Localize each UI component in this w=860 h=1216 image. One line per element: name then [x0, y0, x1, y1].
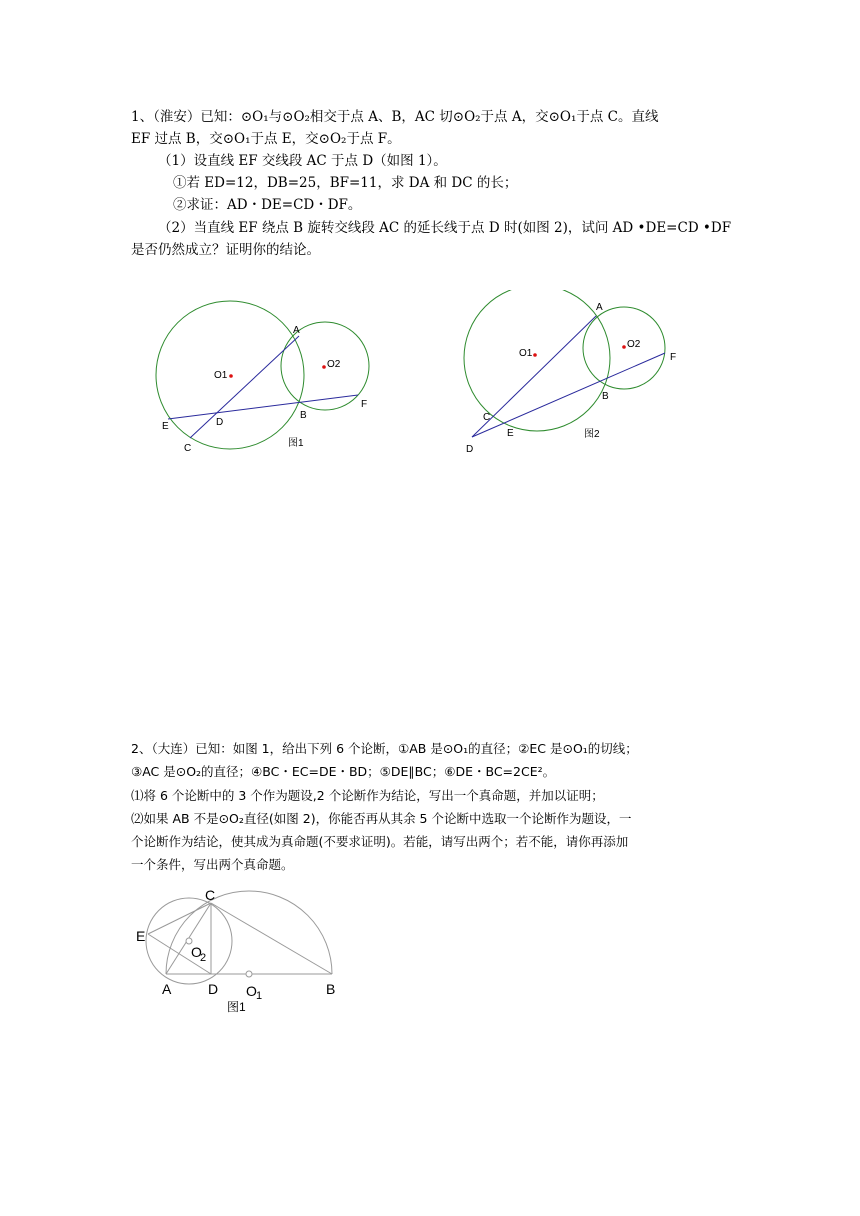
p2-line1: 2、（大连）已知：如图 1，给出下列 6 个论断，①AB 是⊙O₁的直径；②EC 是⊙O₁的切线；	[131, 741, 638, 756]
caption-fig2: 图2	[584, 429, 600, 440]
label-o2: O	[191, 944, 202, 960]
label-f: F	[361, 399, 368, 410]
point-o1	[246, 971, 252, 977]
label-a: A	[293, 325, 300, 336]
label-e: E	[507, 428, 514, 439]
label-d: D	[216, 417, 224, 428]
label-o1: O1	[519, 348, 533, 359]
p1-line5: ②求证：AD・DE=CD・DF。	[173, 197, 362, 213]
line-ac	[190, 336, 299, 438]
label-o2: O2	[627, 339, 641, 350]
p1-line2: EF 过点 B，交⊙O₁于点 E，交⊙O₂于点 F。	[131, 131, 401, 147]
point-o2	[322, 365, 326, 369]
p2-line3: ⑴将 6 个论断中的 3 个作为题设,2 个论断作为结论，写出一个真命题，并加以证明；	[131, 788, 604, 803]
label-o1: O	[246, 983, 257, 999]
p2-line5: 个论断作为结论，使其成为真命题(不要求证明)。若能，请写出两个；若不能，请你再添加	[131, 834, 629, 849]
p2-line2: ③AC 是⊙O₂的直径；④BC・EC=DE・BD；⑤DE∥BC；⑥DE・BC=2CE²。	[131, 764, 556, 779]
p2-line4: ⑵如果 AB 不是⊙O₂直径(如图 2)，你能否再从其余 5 个论断中选取一个论断作为题设，一	[131, 811, 632, 826]
label-o1: O1	[214, 370, 228, 381]
label-d: D	[466, 444, 474, 455]
p1-line3: （1）设直线 EF 交线段 AC 于点 D（如图 1）。	[158, 153, 447, 169]
point-o2	[622, 345, 626, 349]
line-ef	[168, 395, 358, 419]
label-c: C	[205, 887, 216, 903]
label-f: F	[670, 352, 677, 363]
figure-2	[455, 290, 690, 460]
figure-p2	[130, 882, 350, 1022]
label-a: A	[596, 302, 603, 313]
label-b: B	[300, 410, 307, 421]
label-o1-sub: 1	[256, 990, 263, 1002]
p1-line1: 1、（淮安）已知：⊙O₁与⊙O₂相交于点 A、B，AC 切⊙O₂于点 A，交⊙O₁于点 C。直线	[131, 109, 659, 125]
p1-line6: （2）当直线 EF 绕点 B 旋转交线段 AC 的延长线于点 D 时(如图 2)，试问 AD •DE=CD •DF	[158, 220, 732, 236]
point-o1	[229, 374, 233, 378]
label-o2-sub: 2	[200, 952, 207, 964]
label-b: B	[326, 981, 336, 997]
label-b: B	[602, 391, 609, 402]
label-e: E	[136, 928, 146, 944]
label-d: D	[208, 981, 219, 997]
label-e: E	[162, 421, 169, 432]
point-o1	[533, 353, 537, 357]
label-c: C	[483, 412, 491, 423]
p2-line6: 一个条件，写出两个真命题。	[131, 857, 294, 872]
label-a: A	[162, 981, 172, 997]
figure-1	[150, 290, 390, 460]
caption-fig1: 图1	[288, 438, 304, 449]
line-cb	[211, 903, 332, 974]
label-c: C	[184, 443, 192, 454]
label-o2: O2	[327, 359, 341, 370]
circle-o1	[464, 290, 610, 431]
p1-line7: 是否仍然成立？证明你的结论。	[131, 242, 320, 258]
p1-line4: ①若 ED=12，DB=25，BF=11，求 DA 和 DC 的长；	[173, 175, 518, 191]
caption-fig: 图1	[227, 1000, 246, 1014]
